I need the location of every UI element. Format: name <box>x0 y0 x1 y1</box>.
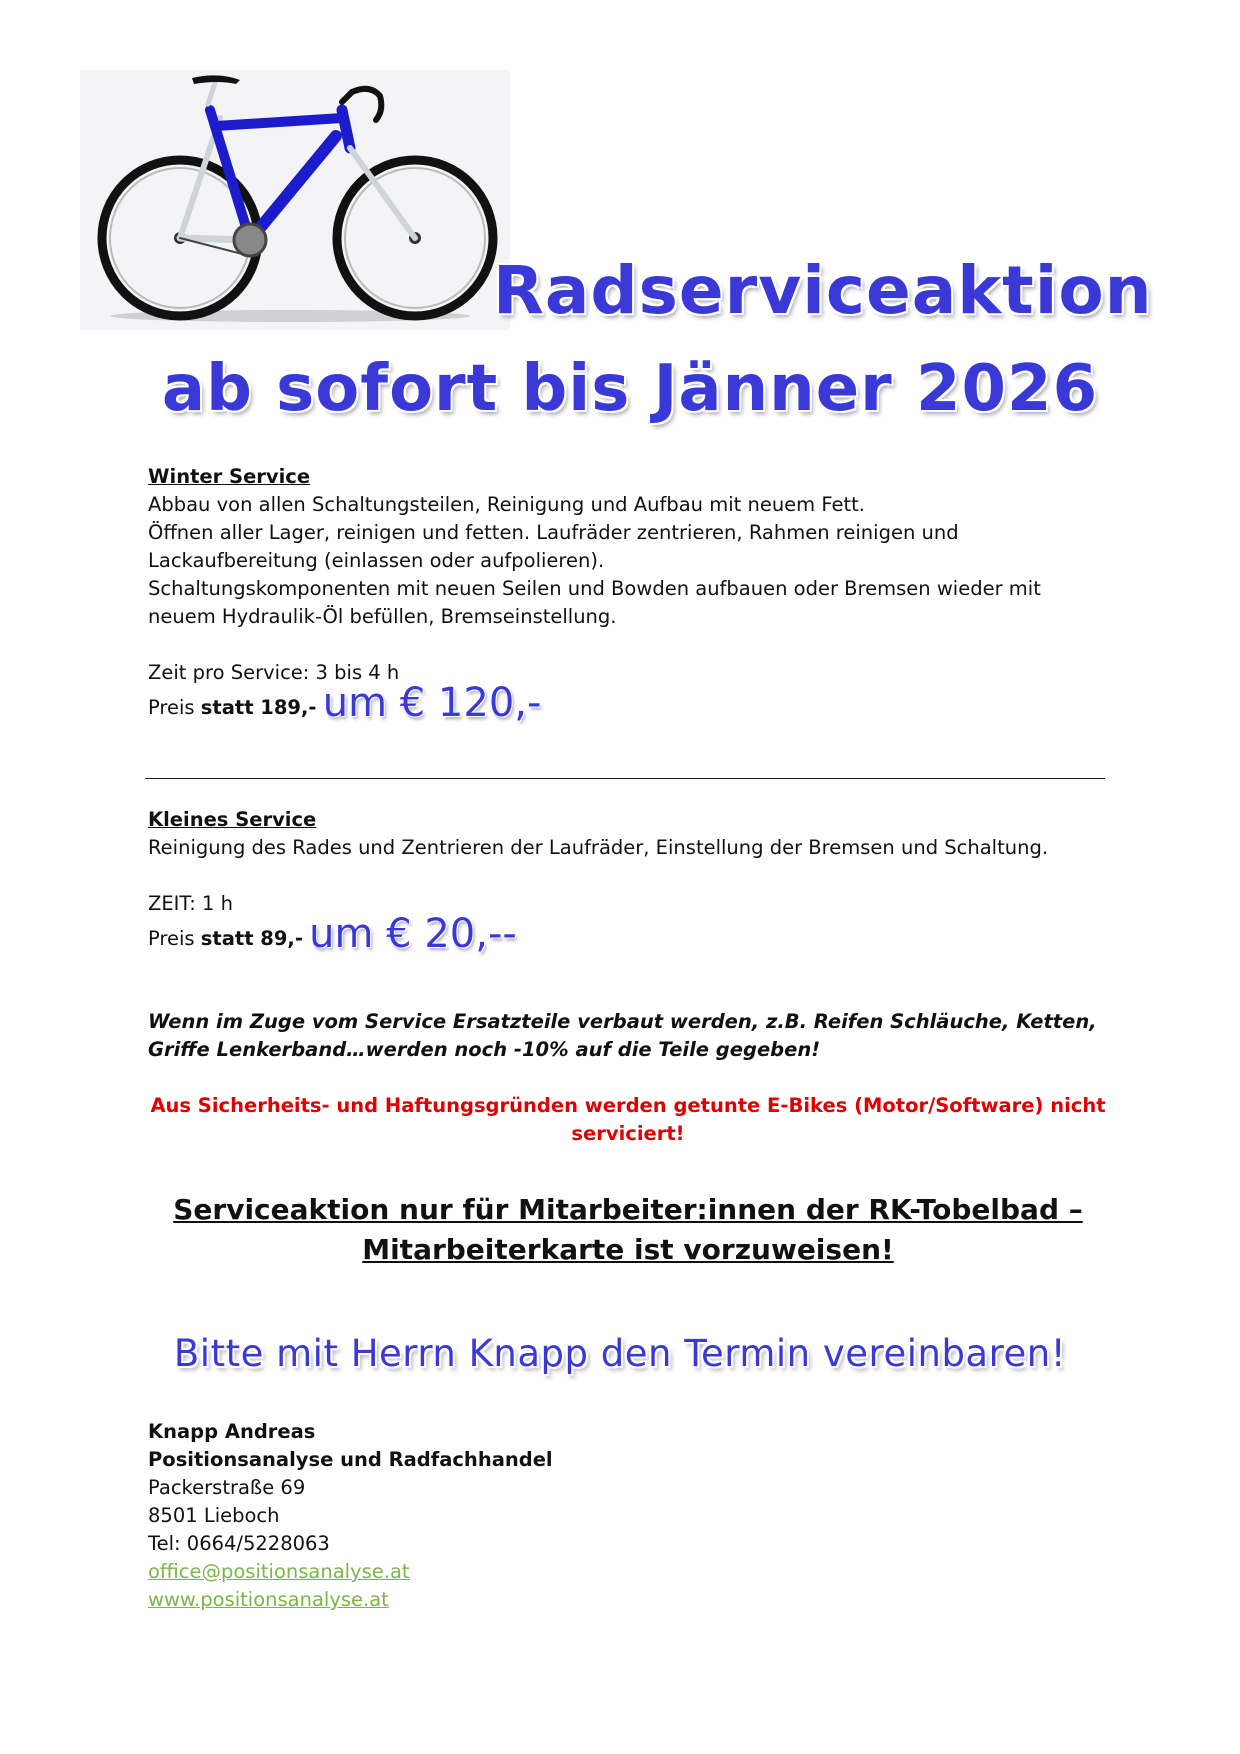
parts-discount-note <box>148 1008 1108 1064</box>
contact-email-link[interactable]: office@positionsanalyse.at <box>148 1560 410 1583</box>
employee-notice-line: Mitarbeiterkarte ist vorzuweisen! <box>362 1233 894 1266</box>
employee-notice <box>148 1190 1108 1270</box>
price-prefix: Preis <box>148 927 201 950</box>
contact-phone: Tel: 0664/5228063 <box>148 1532 330 1555</box>
warning-line: Aus Sicherheits- und Haftungsgründen werden getunte E-Bikes (Motor/Software) nicht <box>150 1094 1106 1117</box>
title-radserviceaktion: Radserviceaktion <box>493 252 1153 329</box>
small-service-old-price: statt 89,- <box>200 927 303 950</box>
bicycle-image <box>80 70 510 330</box>
winter-service-old-price: statt 189,- <box>200 696 317 719</box>
contact-company: Positionsanalyse und Radfachhandel <box>148 1448 553 1471</box>
warning-line: serviciert! <box>571 1122 685 1145</box>
parts-note-line: Griffe Lenkerband…werden noch -10% auf die Teile gegeben! <box>148 1038 821 1061</box>
small-service-heading: Kleines Service <box>148 808 317 831</box>
bike-chainring <box>234 224 266 256</box>
section-divider <box>145 778 1105 779</box>
contact-street: Packerstraße 69 <box>148 1476 306 1499</box>
small-service-price <box>148 911 1108 957</box>
winter-service-line: neuem Hydraulik-Öl befüllen, Bremseinstellung. <box>148 605 617 628</box>
contact-block <box>148 1418 553 1614</box>
winter-service-time: Zeit pro Service: 3 bis 4 h <box>148 661 400 684</box>
winter-service-price <box>148 680 1108 726</box>
price-prefix: Preis <box>148 696 201 719</box>
contact-city: 8501 Lieboch <box>148 1504 280 1527</box>
parts-note-line: Wenn im Zuge vom Service Ersatzteile verbaut werden, z.B. Reifen Schläuche, Ketten, <box>148 1010 1097 1033</box>
winter-service-line: Öffnen aller Lager, reinigen und fetten. Laufräder zentrieren, Rahmen reinigen und <box>148 521 959 544</box>
small-service-section <box>148 806 1108 957</box>
winter-service-heading: Winter Service <box>148 465 311 488</box>
appointment-call-to-action: Bitte mit Herrn Knapp den Termin vereinbaren! <box>173 1332 1067 1375</box>
title-date-range: ab sofort bis Jänner 2026 <box>161 352 1099 426</box>
winter-service-line: Lackaufbereitung (einlassen oder aufpolieren). <box>148 549 605 572</box>
small-service-new-price: um € 20,-- <box>309 911 517 957</box>
contact-name: Knapp Andreas <box>148 1420 316 1443</box>
winter-service-section <box>148 463 1108 726</box>
small-service-time: ZEIT: 1 h <box>148 892 233 915</box>
winter-service-line: Schaltungskomponenten mit neuen Seilen und Bowden aufbauen oder Bremsen wieder mit <box>148 577 1041 600</box>
employee-notice-line: Serviceaktion nur für Mitarbeiter:innen der RK-Tobelbad – <box>173 1193 1083 1226</box>
bicycle-image-background <box>80 70 510 330</box>
contact-website-link[interactable]: www.positionsanalyse.at <box>148 1588 389 1611</box>
ebike-warning <box>148 1092 1108 1148</box>
small-service-line: Reinigung des Rades und Zentrieren der Laufräder, Einstellung der Bremsen und Schaltung. <box>148 836 1049 859</box>
winter-service-line: Abbau von allen Schaltungsteilen, Reinigung und Aufbau mit neuem Fett. <box>148 493 866 516</box>
winter-service-new-price: um € 120,- <box>322 680 542 726</box>
